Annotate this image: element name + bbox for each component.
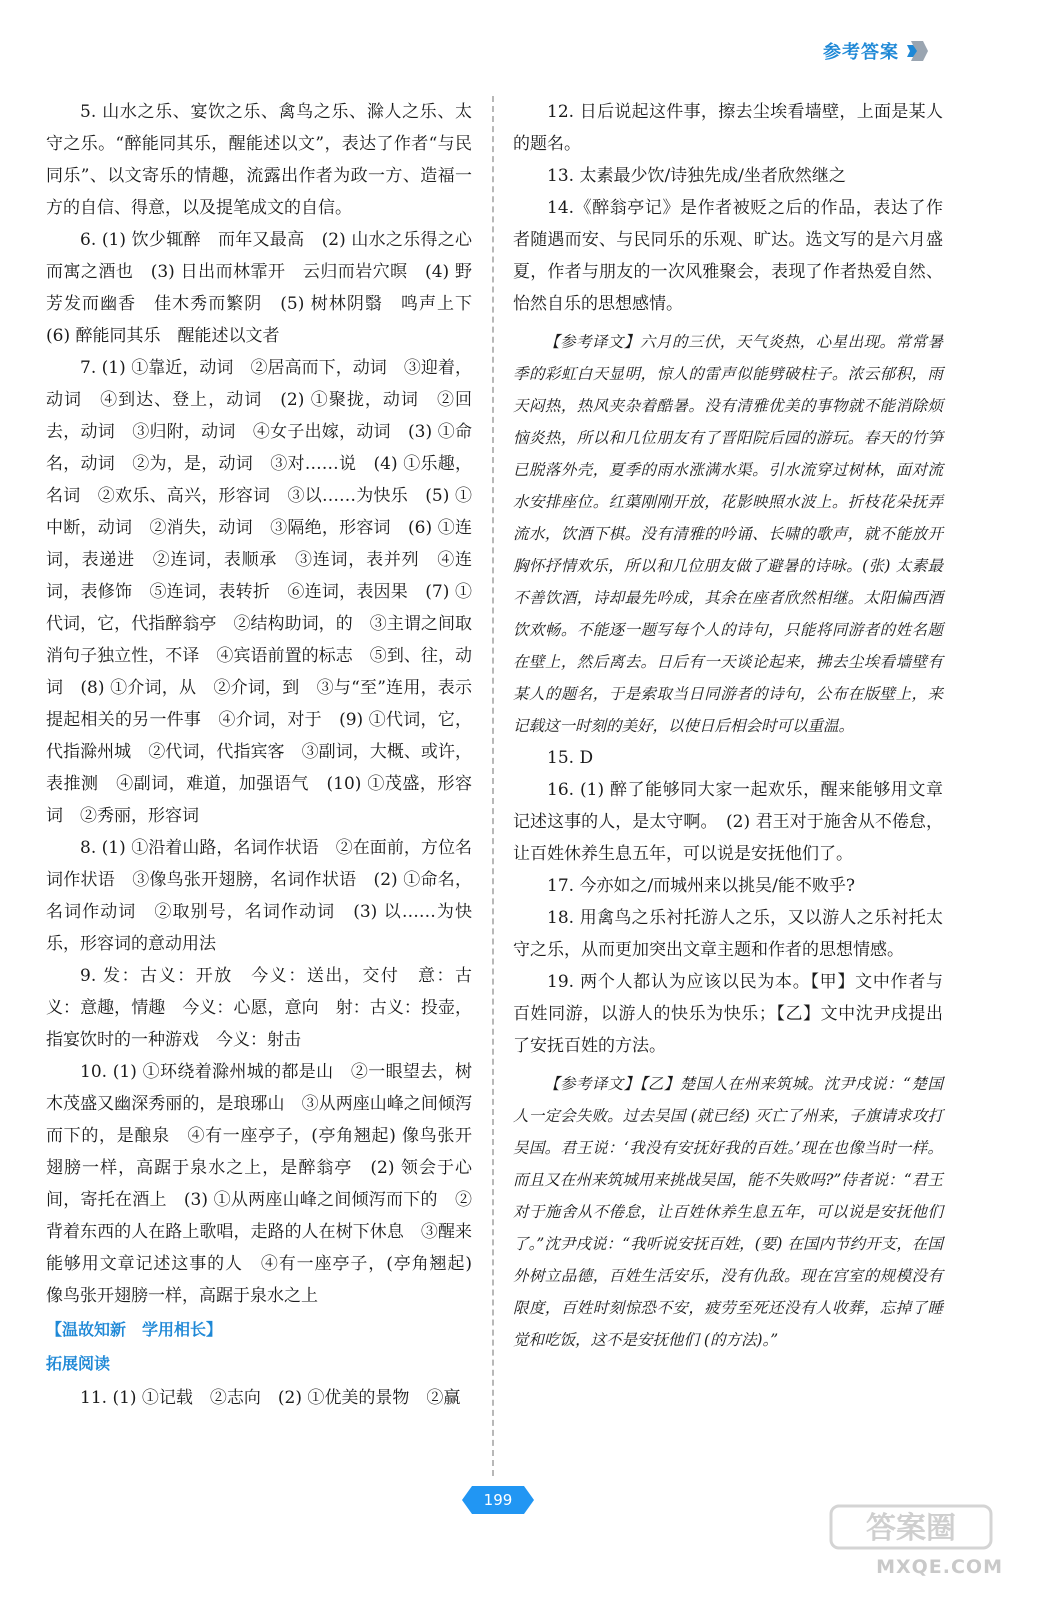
answer-item-13: 13. 太素最少饮/诗独先成/坐者欣然继之 — [547, 166, 846, 186]
answer-item-14: 14.《醉翁亭记》是作者被贬之后的作品，表达了作者随遇而安、与民同乐的乐观、旷达。选文写的是六月盛夏，作者与朋友的一次风雅聚会，表现了作者热爱自然、怡然自乐的思想感情。 — [513, 198, 943, 314]
answer-item-16: 16. (1) 醉了能够同大家一起欢乐，醒来能够用文章记述这事的人，是太守啊。 (2) 君王对于施舍从不倦怠，让百姓休养生息五年，可以说是安抚他们了。 — [513, 780, 943, 864]
answer-item-8: 8. (1) ①沿着山路，名词作状语 ②在面前，方位名词作状语 ③像鸟张开翅膀，名词作状语 (2) ①命名，名词作动词 ②取别号，名词作动词 (3) 以……为快乐，形容词的意动用法 — [46, 838, 472, 954]
page-number-badge — [462, 1486, 534, 1514]
watermark — [813, 1502, 1013, 1580]
page-header — [823, 38, 929, 64]
answer-item-9: 9. 发：古义：开放 今义：送出，交付 意：古义：意趣，情趣 今义：心愿，意向 射：古义：投壶，指宴饮时的一种游戏 今义：射击 — [46, 966, 472, 1050]
reference-translation-2: 【参考译文】【乙】楚国人在州来筑城。沈尹戌说：“楚国人一定会失败。过去吴国 (就已经) 灭亡了州来，子旗请求攻打吴国。君王说：‘我没有安抚好我的百姓。’现在也像当时一样。而且又在州来筑城用来挑战吴国，能不失败吗?”侍者说：“君王对于施舍从不倦怠，让百姓休养生息五年，可以说是安抚他们了。”沈尹戌说：“我听说安抚百姓，(要) 在国内节约开支，在国外树立品德，百姓生活安乐，没有仇敌。现在宫室的规模没有限度，百姓时刻惊恐不安，疲劳至死还没有人收葬，忘掉了睡觉和吃饭，这不是安抚他们 (的方法)。” — [513, 1075, 943, 1349]
right-column — [513, 96, 943, 1356]
answer-item-15: 15. D — [547, 748, 594, 768]
answer-item-7: 7. (1) ①靠近，动词 ②居高而下，动词 ③迎着，动词 ④到达、登上，动词 (2) ①聚拢，动词 ②回去，动词 ③归附，动词 ④女子出嫁，动词 (3) ①命名，动词 ②为，是，动词 ③对……说 (4) ①乐趣，名词 ②欢乐、高兴，形容词 ③以……为快乐 (5) ①中断，动词 ②消失，动词 ③隔绝，形容词 (6) ①连词，表递进 ②连词，表顺承 ③连词，表并列 ④连词，表修饰 ⑤连词，表转折 ⑥连词，表因果 (7) ①代词，它，代指醉翁亭 ②结构助词，的 ③主谓之间取消句子独立性，不译 ④宾语前置的标志 ⑤到、往，动词 (8) ①介词，从 ②介词，到 ③与“至”连用，表示提起相关的另一件事 ④介词，对于 (9) ①代词，它，代指滁州城 ②代词，代指宾客 ③副词，大概、或许，表推测 ④副词，难道，加强语气 (10) ①茂盛，形容词 ②秀丽，形容词 — [46, 358, 472, 826]
page-number: 199 — [483, 1491, 513, 1509]
left-column — [46, 96, 489, 1414]
watermark-logo-text: 答案圈 — [866, 1511, 956, 1546]
section-heading: 【温故知新 学用相长】 — [46, 1320, 223, 1339]
answer-item-5: 5. 山水之乐、宴饮之乐、禽鸟之乐、滁人之乐、太守之乐。“醉能同其乐，醒能述以文”，表达了作者“与民同乐”、以文寄乐的情趣，流露出作者为政一方、造福一方的自信、得意，以及提笔成文的自信。 — [46, 102, 472, 218]
answer-item-11: 11. (1) ①记载 ②志向 (2) ①优美的景物 ②赢 — [80, 1388, 461, 1408]
answer-item-19: 19. 两个人都认为应该以民为本。【甲】文中作者与百姓同游，以游人的快乐为快乐；【乙】文中沈尹戌提出了安抚百姓的方法。 — [513, 972, 943, 1056]
column-divider — [492, 96, 494, 1476]
reference-translation-1: 【参考译文】六月的三伏，天气炎热，心星出现。常常暑季的彩虹白天显明，惊人的雷声似能劈破柱子。浓云郁积，雨天闷热，热风夹杂着酷暑。没有清雅优美的事物就不能消除烦恼炎热，所以和几位朋友有了晋阳院后园的游玩。春天的竹笋已脱落外壳，夏季的雨水涨满水渠。引水流穿过树林，面对流水安排座位。红蕖刚刚开放，花影映照水波上。折枝花朵抚弄流水，饮酒下棋。没有清雅的吟诵、长啸的歌声，就不能放开胸怀抒情欢乐，所以和几位朋友做了避暑的诗咏。(张) 太素最不善饮酒，诗却最先吟成，其余在座者欣然相继。太阳偏西酒饮欢畅。不能逐一题写每个人的诗句，只能将同游者的姓名题在壁上，然后离去。日后有一天谈论起来，拂去尘埃看墙壁有某人的题名，于是索取当日同游者的诗句，公布在版壁上，来记载这一时刻的美好，以使日后相会时可以重温。 — [513, 333, 943, 735]
answer-item-6: 6. (1) 饮少辄醉 而年又最高 (2) 山水之乐得之心而寓之酒也 (3) 日出而林霏开 云归而岩穴暝 (4) 野芳发而幽香 佳木秀而繁阴 (5) 树林阴翳 鸣声上下 (6) 醉能同其乐 醒能述以文者 — [46, 230, 489, 346]
answer-item-12: 12. 日后说起这件事，擦去尘埃看墙壁，上面是某人的题名。 — [513, 102, 943, 154]
arrow-badge-icon — [905, 39, 929, 63]
answer-item-18: 18. 用禽鸟之乐衬托游人之乐，又以游人之乐衬托太守之乐，从而更加突出文章主题和作者的思想情感。 — [513, 908, 943, 960]
answer-item-17: 17. 今亦如之/而城州来以挑吴/能不败乎? — [547, 876, 856, 896]
watermark-logo-icon — [821, 1502, 1001, 1552]
answer-item-10: 10. (1) ①环绕着滁州城的都是山 ②一眼望去，树木茂盛又幽深秀丽的，是琅琊山 ③从两座山峰之间倾泻而下的，是酿泉 ④有一座亭子，(亭角翘起) 像鸟张开翅膀一样，高踞于泉水之上，是醉翁亭 (2) 领会于心间，寄托在酒上 (3) ①从两座山峰之间倾泻而下的 ②背着东西的人在路上歌唱，走路的人在树下休息 ③醒来能够用文章记述这事的人 ④有一座亭子，(亭角翘起) 像鸟张开翅膀一样，高踞于泉水之上 — [46, 1062, 472, 1306]
header-title: 参考答案 — [823, 42, 899, 63]
sub-heading: 拓展阅读 — [46, 1354, 111, 1373]
watermark-url: MXQE.COM — [876, 1556, 1003, 1578]
